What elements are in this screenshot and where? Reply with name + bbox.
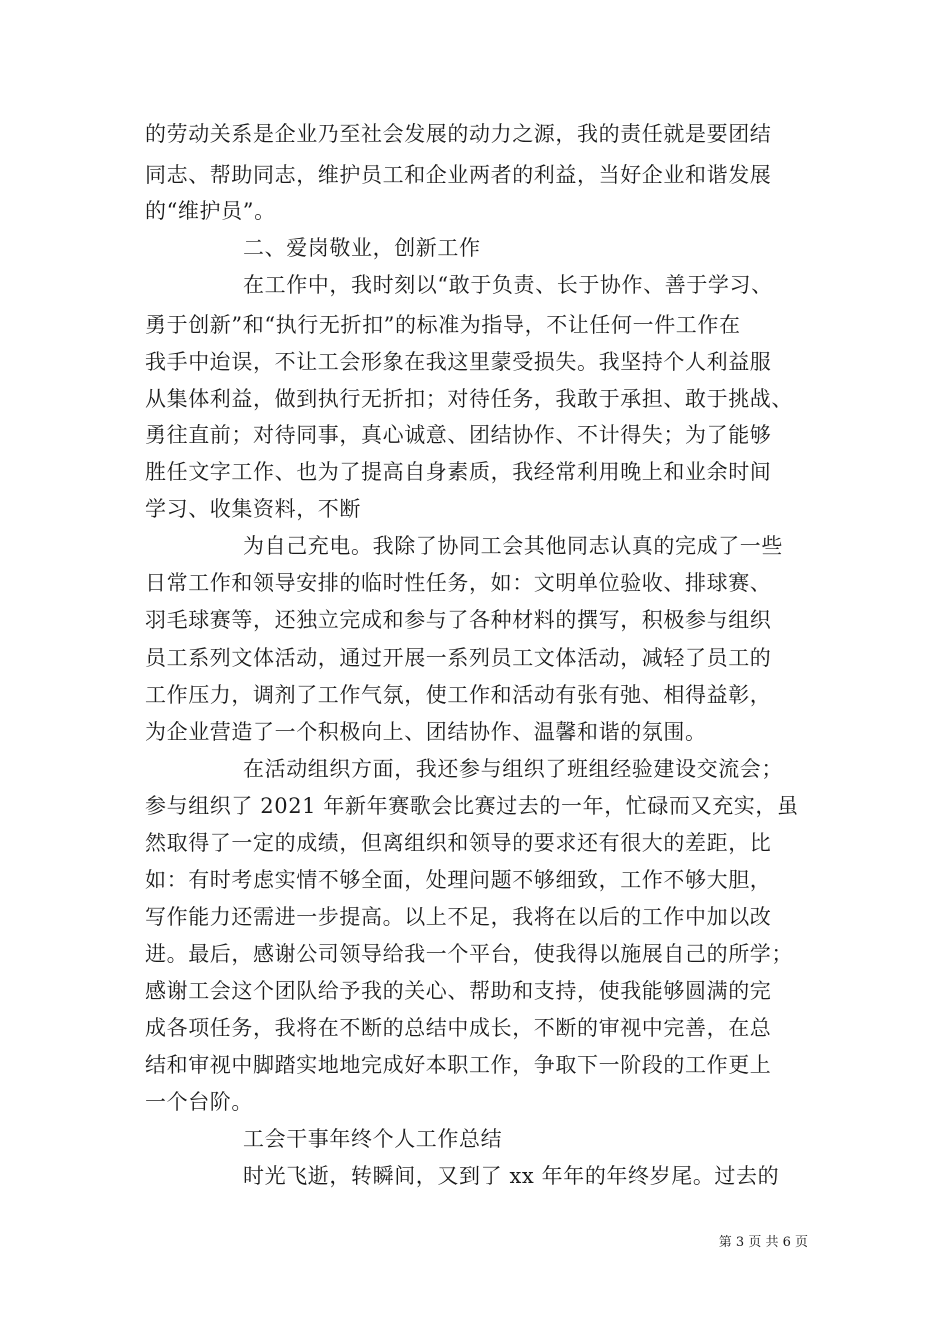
text-line: 参与组织了 2021 年新年赛歌会比赛过去的一年，忙碌而又充实，虽 xyxy=(145,794,799,818)
text-line: 进。最后，感谢公司领导给我一个平台，使我得以施展自己的所学； xyxy=(145,942,793,966)
text-line: 为企业营造了一个积极向上、团结协作、温馨和谐的氛围。 xyxy=(145,720,707,744)
text-line: 的劳动关系是企业乃至社会发展的动力之源，我的责任就是要团结 xyxy=(145,122,772,146)
text-line: 时光飞逝，转瞬间，又到了 xx 年年的年终岁尾。过去的 xyxy=(243,1164,780,1188)
text-line: 成各项任务，我将在不断的总结中成长，不断的审视中完善，在总 xyxy=(145,1016,772,1040)
text-line: 胜任文字工作、也为了提高自身素质，我经常利用晚上和业余时间 xyxy=(145,460,772,484)
text-line: 工作压力，调剂了工作气氛，使工作和活动有张有弛、相得益彰， xyxy=(145,683,772,707)
text-line: 然取得了一定的成绩，但离组织和领导的要求还有很大的差距，比 xyxy=(145,831,772,855)
text-line: 羽毛球赛等，还独立完成和参与了各种材料的撰写，积极参与组织 xyxy=(145,608,772,632)
text-line: 结和审视中脚踏实地地完成好本职工作，争取下一阶段的工作更上 xyxy=(145,1053,772,1077)
text-line: 写作能力还需进一步提高。以上不足，我将在以后的工作中加以改 xyxy=(145,905,772,929)
page-number: 第 3 页 共 6 页 xyxy=(718,1235,808,1250)
text-line: 同志、帮助同志，维护员工和企业两者的利益，当好企业和谐发展 xyxy=(145,163,772,187)
text-line: 为自己充电。我除了协同工会其他同志认真的完成了一些 xyxy=(243,534,783,558)
text-line: 在工作中，我时刻以“敢于负责、长于协作、善于学习、 xyxy=(243,273,773,297)
text-line: 的“维护员”。 xyxy=(145,199,276,223)
text-line: 在活动组织方面，我还参与组织了班组经验建设交流会； xyxy=(243,757,783,781)
document-title: 工会干事年终个人工作总结 xyxy=(243,1127,503,1151)
text-line: 我手中迨误，不让工会形象在我这里蒙受损失。我坚持个人利益服 xyxy=(145,350,772,374)
text-line: 一个台阶。 xyxy=(145,1090,253,1114)
text-line: 如：有时考虑实情不够全面，处理问题不够细致，工作不够大胆， xyxy=(145,868,772,892)
text-line: 员工系列文体活动，通过开展一系列员工文体活动，减轻了员工的 xyxy=(145,646,772,670)
text-line: 从集体利益，做到执行无折扣；对待任务，我敢于承担、敢于挑战、 xyxy=(145,387,793,411)
section-heading: 二、爱岗敬业，创新工作 xyxy=(243,236,481,260)
text-line: 勇于创新”和“执行无折扣”的标准为指导，不让任何一件工作在 xyxy=(145,313,741,337)
text-line: 勇往直前；对待同事，真心诚意、团结协作、不计得失；为了能够 xyxy=(145,423,772,447)
text-line: 感谢工会这个团队给予我的关心、帮助和支持，使我能够圆满的完 xyxy=(145,979,772,1003)
text-line: 学习、收集资料，不断 xyxy=(145,497,361,521)
text-line: 日常工作和领导安排的临时性任务，如：文明单位验收、排球赛、 xyxy=(145,571,772,595)
